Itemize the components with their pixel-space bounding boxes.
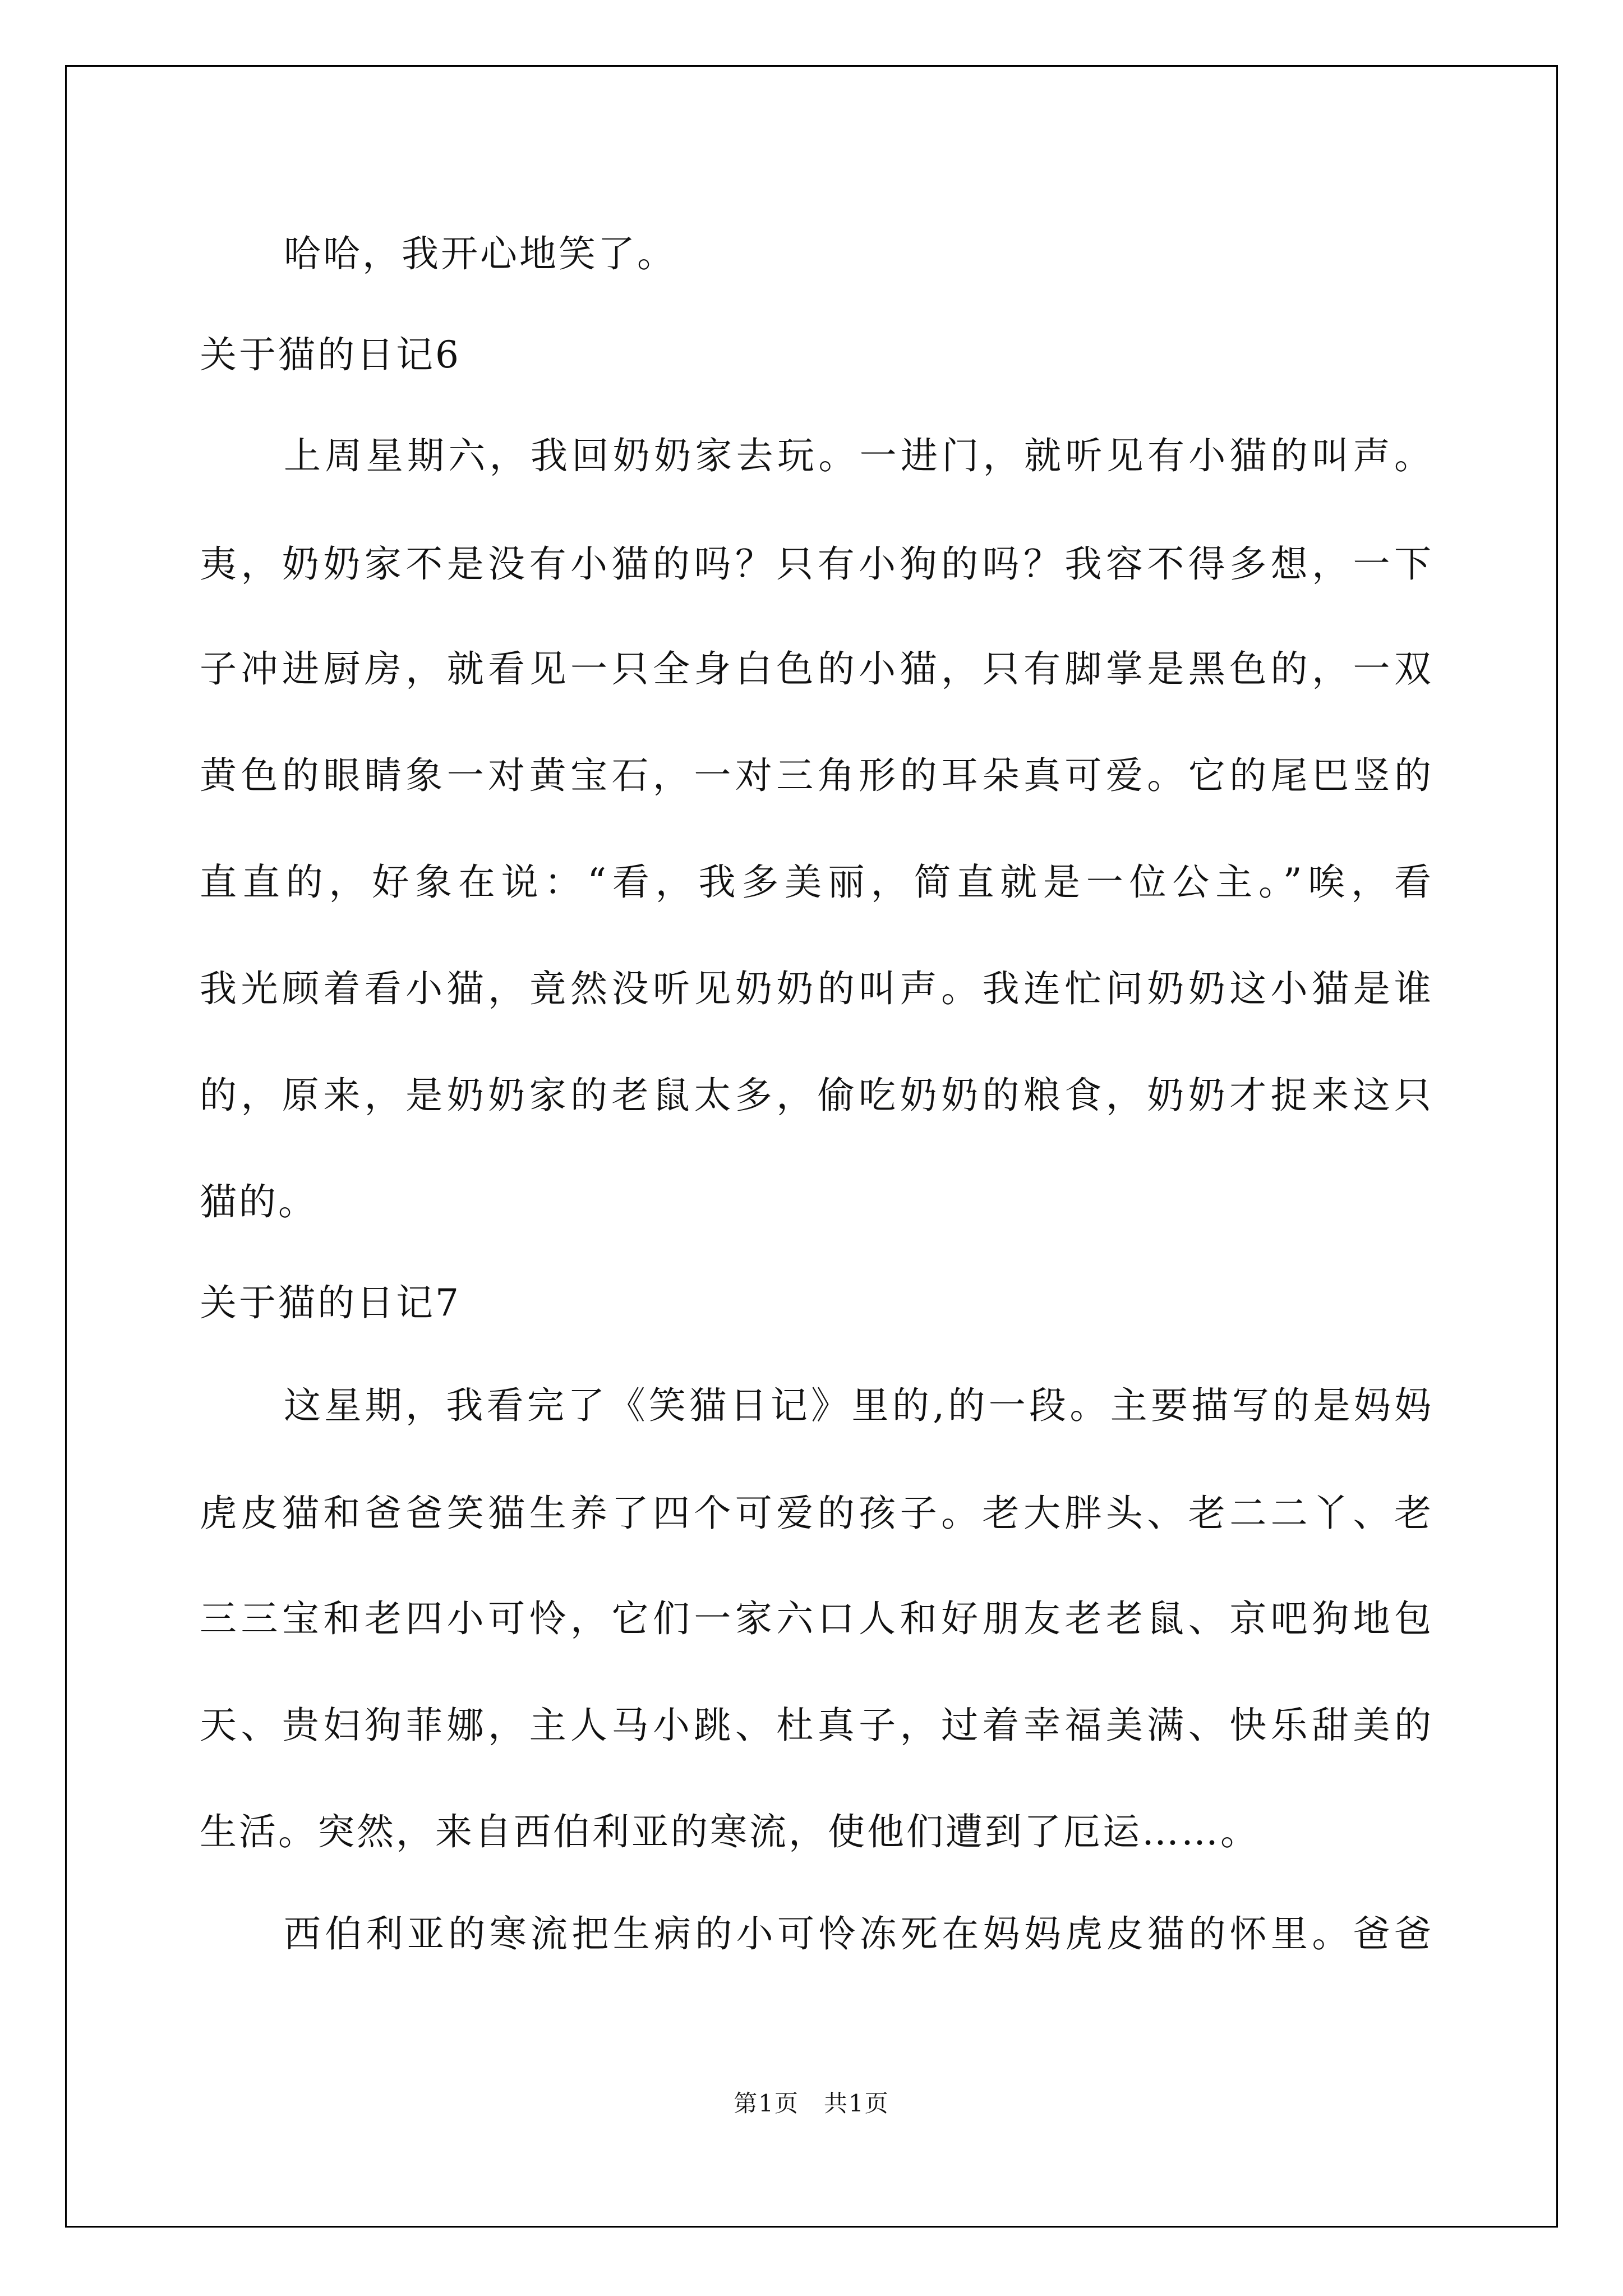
paragraph-line: 的，原来，是奶奶家的老鼠太多，偷吃奶奶的粮食，奶奶才捉来这只 — [200, 1074, 1433, 1117]
paragraph-line: 子冲进厨房，就看见一只全身白色的小猫，只有脚掌是黑色的，一双 — [200, 647, 1433, 691]
paragraph-line: 我光顾着看小猫，竟然没听见奶奶的叫声。我连忙问奶奶这小猫是谁 — [200, 967, 1433, 1010]
section-heading: 关于猫的日记7 — [200, 1281, 461, 1324]
page-footer: 第1页 共1页 — [734, 2090, 889, 2117]
paragraph-line: 上周星期六，我回奶奶家去玩。一进门，就听见有小猫的叫声。 — [284, 434, 1433, 477]
paragraph-line: 西伯利亚的寒流把生病的小可怜冻死在妈妈虎皮猫的怀里。爸爸 — [284, 1912, 1433, 1955]
paragraph-line: 猫的。 — [200, 1180, 317, 1223]
section-heading: 关于猫的日记6 — [200, 333, 461, 376]
paragraph-line: 天、贵妇狗菲娜，主人马小跳、杜真子，过着幸福美满、快乐甜美的 — [200, 1704, 1433, 1747]
paragraph-line: 三三宝和老四小可怜，它们一家六口人和好朋友老老鼠、京吧狗地包 — [200, 1597, 1433, 1640]
paragraph-line: 黄色的眼睛象一对黄宝石，一对三角形的耳朵真可爱。它的尾巴竖的 — [200, 754, 1433, 797]
paragraph-line: 这星期，我看完了《笑猫日记》里的,的一段。主要描写的是妈妈 — [284, 1384, 1433, 1427]
paragraph-line: 生活。突然，来自西伯利亚的寒流，使他们遭到了厄运……。 — [200, 1810, 1260, 1853]
paragraph-line: 夷，奶奶家不是没有小猫的吗？只有小狗的吗？我容不得多想，一下 — [200, 542, 1433, 586]
paragraph-line: 哈哈，我开心地笑了。 — [284, 232, 676, 275]
paragraph-line: 虎皮猫和爸爸笑猫生养了四个可爱的孩子。老大胖头、老二二丫、老 — [200, 1492, 1433, 1535]
page-border — [65, 65, 1558, 2228]
paragraph-line: 直直的，好象在说：“看，我多美丽，简直就是一位公主。”唉，看 — [200, 861, 1433, 904]
